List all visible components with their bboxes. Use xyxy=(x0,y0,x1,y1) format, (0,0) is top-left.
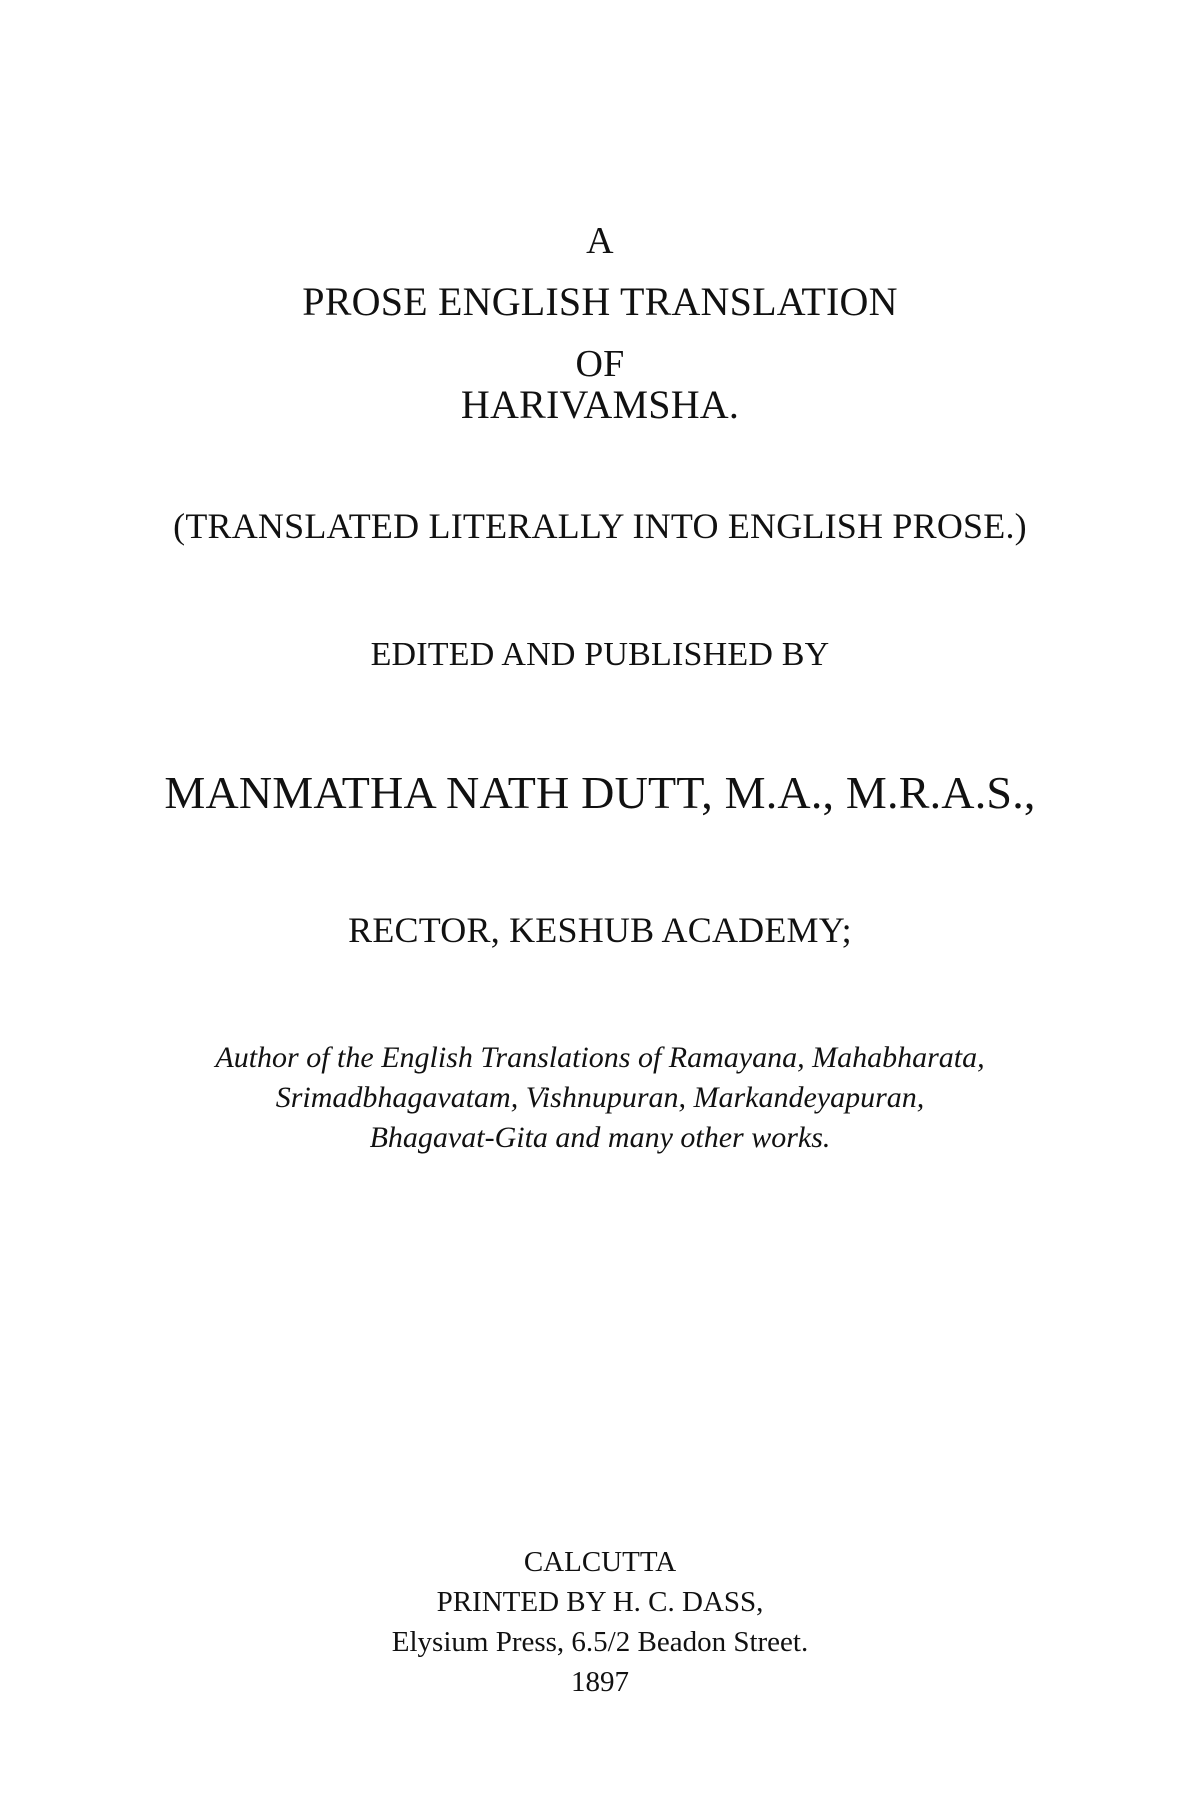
credits-line-1: Author of the English Translations of Ramayana, Mahabharata, xyxy=(215,1041,985,1074)
edited-by-line: EDITED AND PUBLISHED BY xyxy=(370,636,830,673)
subtitle: (TRANSLATED LITERALLY INTO ENGLISH PROSE.) xyxy=(173,506,1027,546)
credits-line-3: Bhagavat-Gita and many other works. xyxy=(369,1121,831,1154)
title-of: OF xyxy=(575,343,625,385)
imprint-press: Elysium Press, 6.5/2 Beadon Street. xyxy=(391,1626,809,1658)
author-credits xyxy=(0,1038,1200,1158)
imprint-city: CALCUTTA xyxy=(523,1546,677,1578)
imprint-year: 1897 xyxy=(571,1666,629,1698)
title-article: A xyxy=(586,220,614,262)
title-main-line: PROSE ENGLISH TRANSLATION xyxy=(302,279,898,324)
title-work: HARIVAMSHA. xyxy=(460,382,740,427)
author-name: MANMATHA NATH DUTT, M.A., M.R.A.S., xyxy=(164,767,1036,818)
imprint-printer: PRINTED BY H. C. DASS, xyxy=(436,1586,764,1618)
imprint xyxy=(0,1542,1200,1702)
credits-line-2: Srimadbhagavatam, Vishnupuran, Markandeyapuran, xyxy=(275,1081,925,1114)
author-position: RECTOR, KESHUB ACADEMY; xyxy=(348,910,852,950)
